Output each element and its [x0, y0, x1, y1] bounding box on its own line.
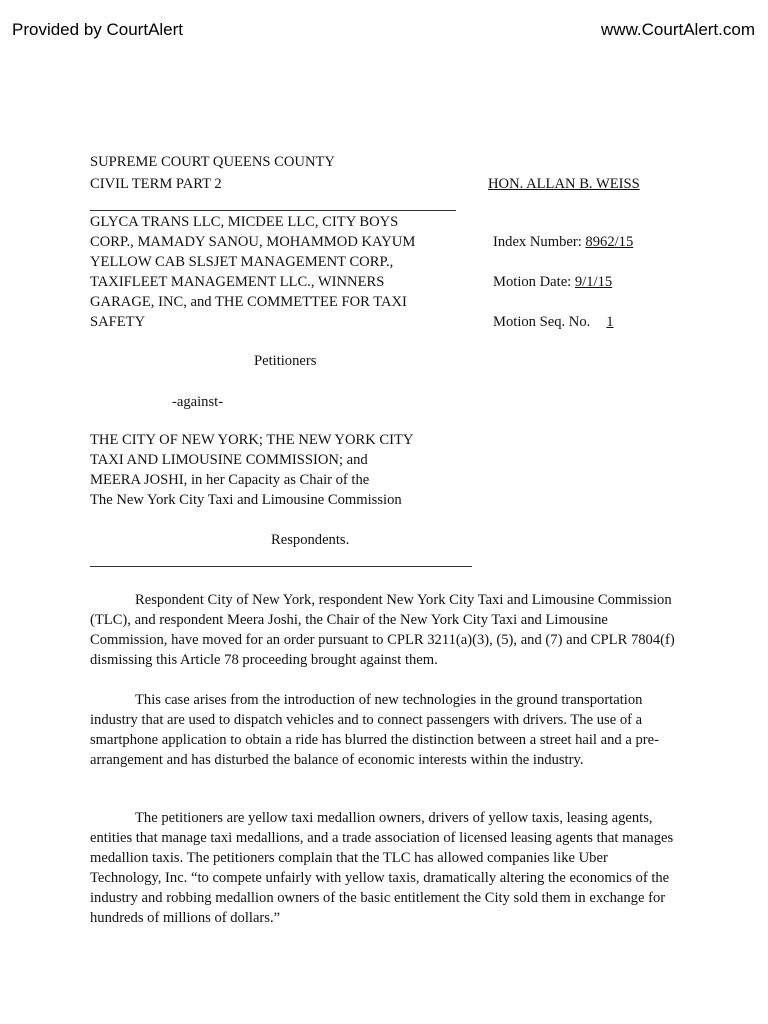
- index-number-value: 8962/15: [585, 234, 634, 250]
- petitioners-label: Petitioners: [254, 353, 317, 369]
- motion-seq-value: 1: [606, 314, 614, 330]
- motion-date-label: Motion Date:: [493, 274, 572, 290]
- court-term: CIVIL TERM PART 2: [90, 176, 222, 192]
- respondent-line: MEERA JOSHI, in her Capacity as Chair of the: [90, 472, 370, 488]
- judge-name: HON. ALLAN B. WEISS: [488, 176, 640, 192]
- respondent-line: The New York City Taxi and Limousine Commission: [90, 492, 402, 508]
- caption-rule-bottom: [90, 566, 472, 567]
- motion-date-value: 9/1/15: [574, 274, 613, 290]
- petitioner-line: GARAGE, INC, and THE COMMETTEE FOR TAXI: [90, 294, 407, 310]
- petitioner-line: YELLOW CAB SLSJET MANAGEMENT CORP.,: [90, 254, 394, 270]
- court-name: SUPREME COURT QUEENS COUNTY: [90, 154, 335, 170]
- caption-rule-top: [90, 210, 456, 211]
- petitioner-line: SAFETY: [90, 314, 146, 330]
- provider-credit: Provided by CourtAlert: [12, 20, 184, 39]
- respondents-label: Respondents.: [271, 532, 350, 548]
- body-paragraph: This case arises from the introduction of new technologies in the ground transportation industry that are used to dispatch vehicles and to connect passengers with drivers. The use of a smartphone application to obtain a ride has blurred the distinction between a street hail and a pre-arrangement and has disturbed the balance of economic interests within the industry.: [90, 692, 659, 768]
- petitioner-line: TAXIFLEET MANAGEMENT LLC., WINNERS: [90, 274, 385, 290]
- respondent-line: THE CITY OF NEW YORK; THE NEW YORK CITY: [90, 432, 414, 448]
- petitioner-line: GLYCA TRANS LLC, MICDEE LLC, CITY BOYS: [90, 214, 399, 230]
- body-paragraph: Respondent City of New York, respondent New York City Taxi and Limousine Commission (TLC), and respondent Meera Joshi, the Chair of the New York City Taxi and Limousine Commission, have moved for an order pursuant to CPLR 3211(a)(3), (5), and (7) and CPLR 7804(f) dismissing this Article 78 proceeding brought against them.: [90, 592, 675, 668]
- index-number-label: Index Number:: [493, 234, 582, 250]
- body-paragraph: The petitioners are yellow taxi medallion owners, drivers of yellow taxis, leasing agents, entities that manage taxi medallions, and a trade association of licensed leasing agents that manages medallion taxis. The petitioners complain that the TLC has allowed companies like Uber Technology, Inc. “to compete unfairly with yellow taxis, dramatically altering the economics of the industry and robbing medallion owners of the basic entitlement the City sold them in exchange for hundreds of millions of dollars.”: [90, 810, 674, 926]
- petitioner-line: CORP., MAMADY SANOU, MOHAMMOD KAYUM: [90, 234, 416, 250]
- motion-date: [493, 272, 612, 292]
- respondent-line: TAXI AND LIMOUSINE COMMISSION; and: [90, 452, 368, 468]
- index-number: [493, 232, 659, 252]
- motion-seq: [493, 312, 626, 332]
- provider-url[interactable]: www.CourtAlert.com: [601, 20, 755, 39]
- against-label: -against-: [172, 394, 224, 410]
- motion-seq-label: Motion Seq. No.: [493, 314, 591, 330]
